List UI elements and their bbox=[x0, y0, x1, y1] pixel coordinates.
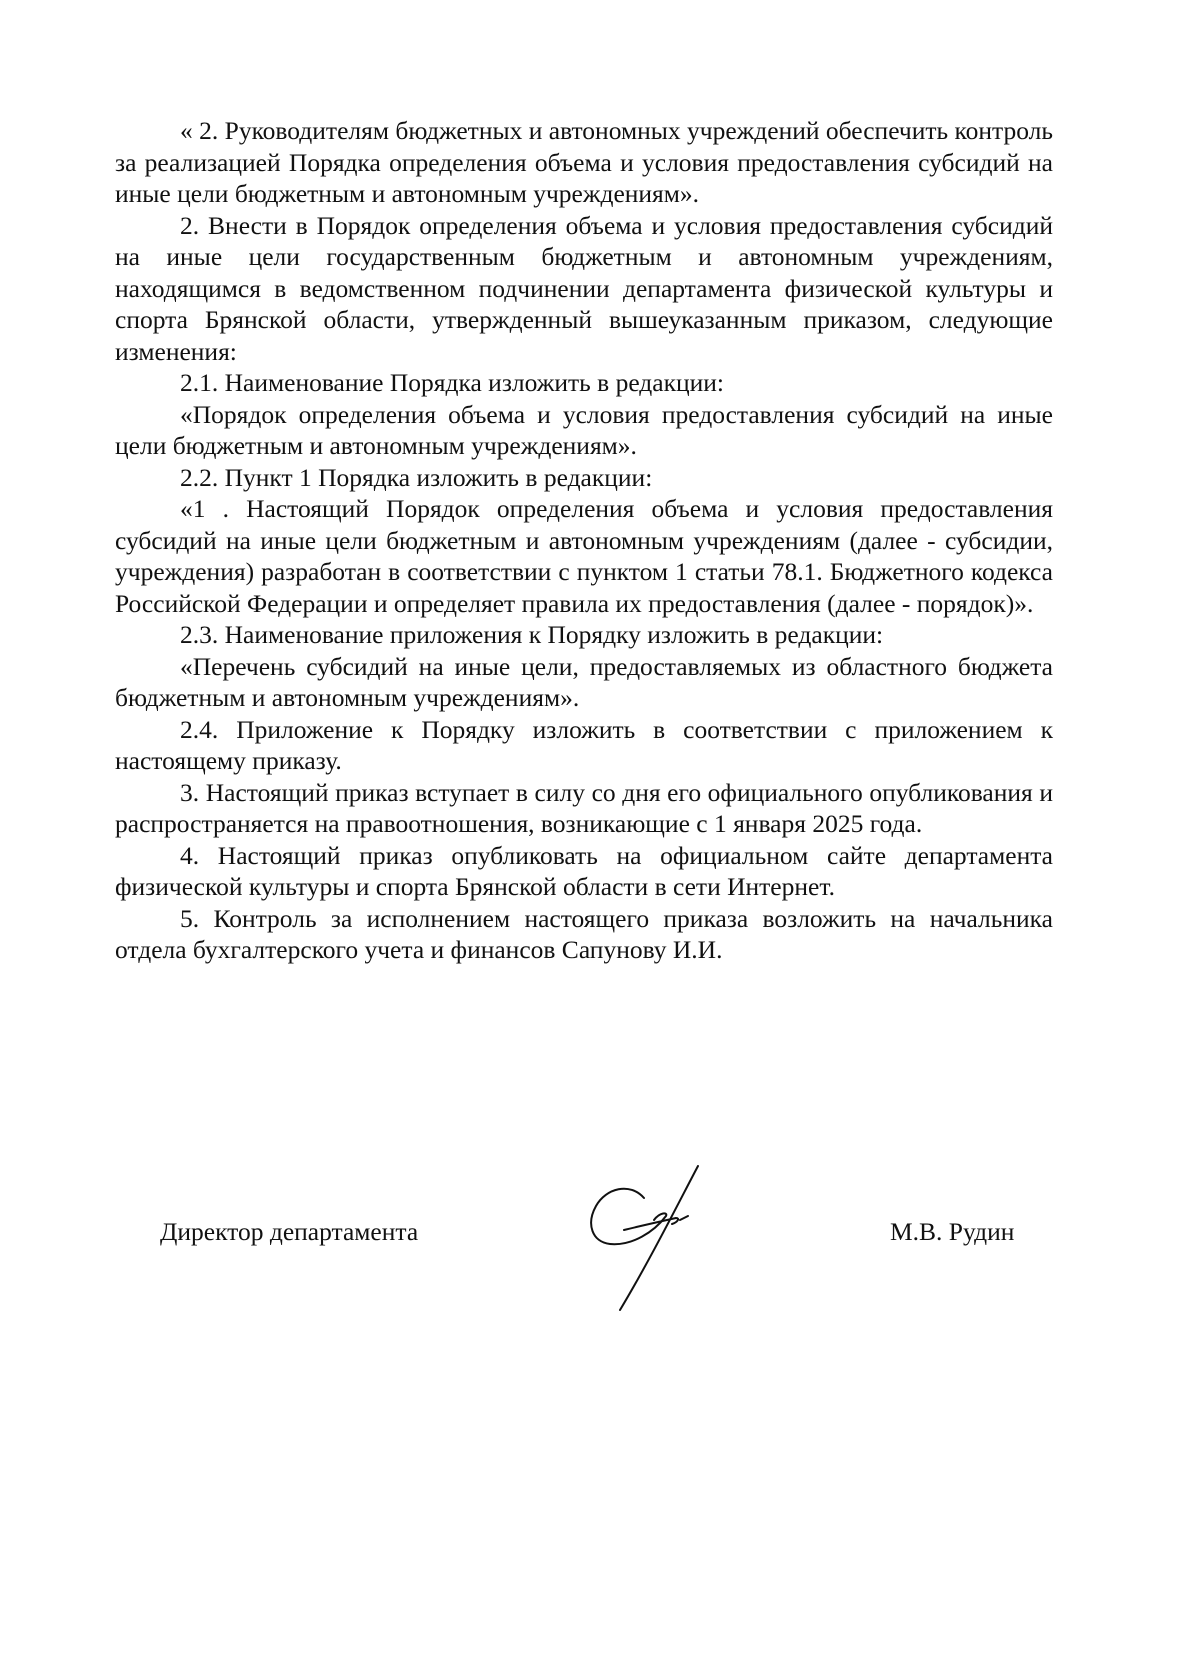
paragraph-4: 4. Настоящий приказ опубликовать на официальном сайте департамента физической культуры и спорта Брянской области в сети Интернет. bbox=[115, 840, 1053, 901]
paragraph-2-1-quote: «Порядок определения объема и условия предоставления субсидий на иные цели бюджетным и автономным учреждениям». bbox=[115, 399, 1053, 460]
paragraph-2-1: 2.1. Наименование Порядка изложить в редакции: bbox=[180, 368, 725, 397]
signatory-title: Директор департамента bbox=[160, 1217, 419, 1246]
paragraph-2-4: 2.4. Приложение к Порядку изложить в соответствии с приложением к настоящему приказу. bbox=[115, 714, 1053, 775]
handwritten-signature-icon bbox=[580, 1160, 750, 1320]
paragraph-item-2-control: « 2. Руководителям бюджетных и автономных учреждений обеспечить контроль за реализацией Порядка определения объема и условия предоставления субсидий на иные цели бюджетным и автономным учреждениям». bbox=[115, 116, 1053, 208]
document-body bbox=[115, 115, 1053, 966]
paragraph-3: 3. Настоящий приказ вступает в силу со дня его официального опубликования и распространяется на правоотношения, возникающие с 1 января 2025 года. bbox=[115, 777, 1053, 838]
signature-block bbox=[0, 1160, 1200, 1320]
paragraph-2-2: 2.2. Пункт 1 Порядка изложить в редакции: bbox=[180, 462, 653, 492]
signatory-name: М.В. Рудин bbox=[890, 1217, 1015, 1246]
paragraph-2-3-quote: «Перечень субсидий на иные цели, предоставляемых из областного бюджета бюджетным и автономным учреждениям». bbox=[115, 651, 1053, 712]
paragraph-5: 5. Контроль за исполнением настоящего приказа возложить на начальника отдела бухгалтерского учета и финансов Сапунову И.И. bbox=[115, 903, 1053, 964]
paragraph-amendments-intro: 2. Внести в Порядок определения объема и условия предоставления субсидий на иные цели государственным бюджетным и автономным учреждениям, находящимся в ведомственном подчинении департамента физической культуры и спорта Брянской области, утвержденный вышеуказанным приказом, следующие изменения: bbox=[115, 210, 1053, 366]
paragraph-2-3: 2.3. Наименование приложения к Порядку изложить в редакции: bbox=[180, 620, 884, 649]
paragraph-2-2-quote: «1 . Настоящий Порядок определения объема и условия предоставления субсидий на иные цели бюджетным и автономным учреждениям (далее - субсидии, учреждения) разработан в соответствии с пунктом 1 статьи 78.1. Бюджетного кодекса Российской Федерации и определяет правила их предоставления (далее - порядок)». bbox=[115, 494, 1053, 618]
